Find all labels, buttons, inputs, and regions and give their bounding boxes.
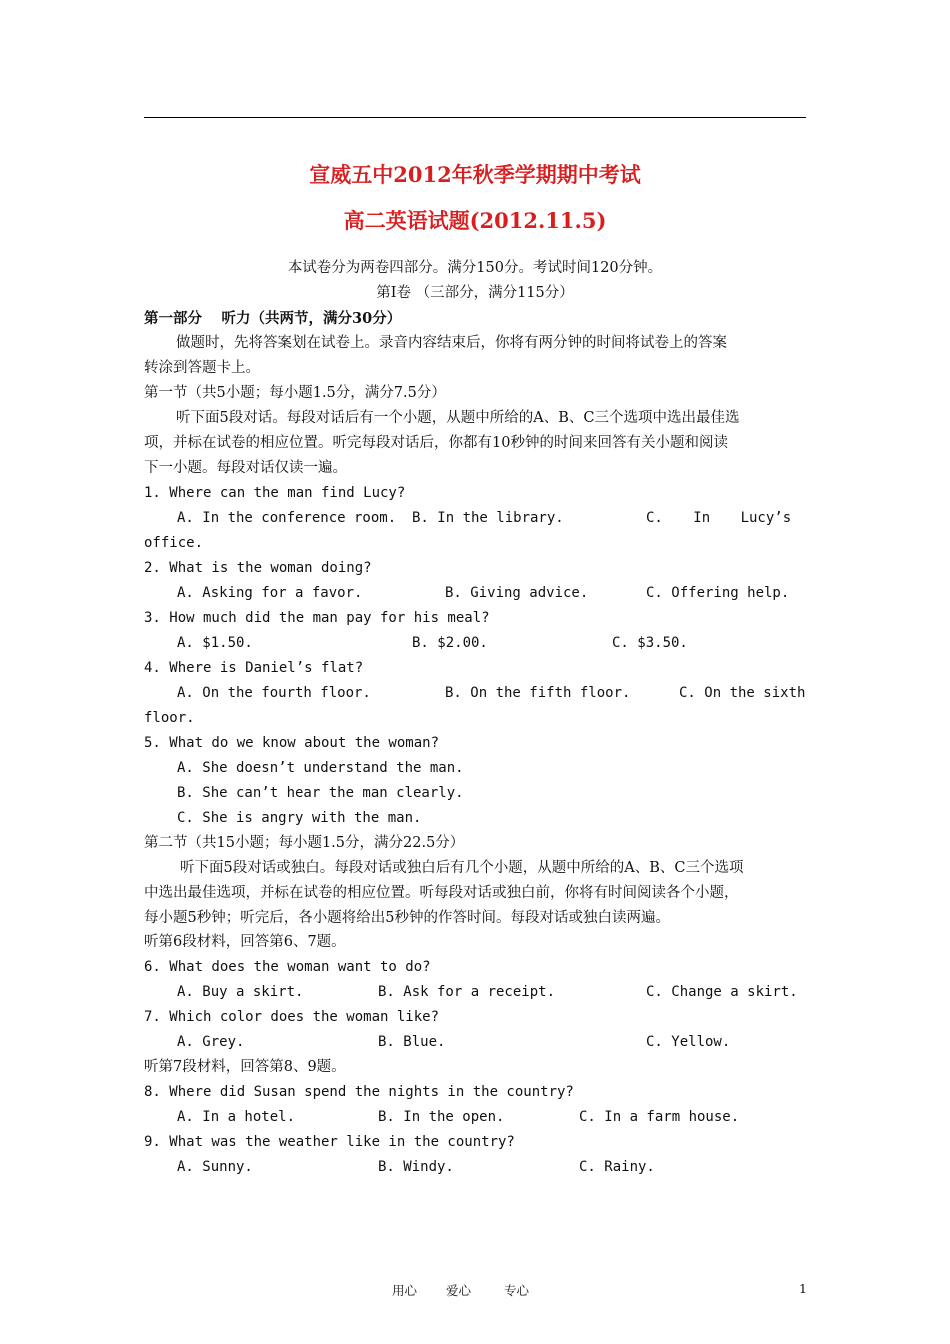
question-9-option-b: B. Windy. — [378, 1159, 454, 1175]
question-8-option-a: A. In a hotel. — [177, 1109, 296, 1125]
question-9-stem: 9. What was the weather like in the country? — [144, 1134, 515, 1150]
question-5-option-b: B. She can’t hear the man clearly. — [177, 785, 464, 801]
footer-word-3: 专心 — [504, 1283, 530, 1298]
section2-desc-3: 每小题5秒钟；听完后，各小题将给出5秒钟的作答时间。每段对话或独白读两遍。 — [144, 910, 670, 926]
question-9-option-c: C. Rainy. — [579, 1159, 655, 1175]
volume-heading: 第Ⅰ卷 （三部分，满分115分） — [376, 285, 574, 301]
question-1-option-b: B. In the library. — [412, 510, 564, 526]
question-5-option-c: C. She is angry with the man. — [177, 810, 422, 826]
question-7-stem: 7. Which color does the woman like? — [144, 1009, 440, 1025]
question-3-option-c: C. $3.50. — [612, 635, 688, 651]
section1-desc-1: 听下面5段对话。每段对话后有一个小题，从题中所给的A、B、C三个选项中选出最佳选 — [176, 410, 740, 426]
instruction-line-2: 转涂到答题卡上。 — [144, 360, 260, 376]
exam-subtitle: 高二英语试题(2012.11.5) — [343, 208, 607, 233]
part1-heading: 第一部分 听力（共两节，满分30分） — [144, 310, 402, 327]
section1-heading: 第一节（共5小题；每小题1.5分，满分7.5分） — [144, 385, 446, 401]
question-3-stem: 3. How much did the man pay for his meal? — [144, 610, 490, 626]
question-8-stem: 8. Where did Susan spend the nights in the country? — [144, 1084, 574, 1100]
question-2-option-c: C. Offering help. — [646, 585, 790, 601]
question-4-option-c-cont: floor. — [144, 710, 195, 726]
section1-desc-3: 下一小题。每段对话仅读一遍。 — [144, 460, 347, 476]
header-rule — [144, 117, 806, 118]
question-9-option-a: A. Sunny. — [177, 1159, 253, 1175]
section1-desc-2: 项，并标在试卷的相应位置。听完每段对话后，你都有10秒钟的时间来回答有关小题和阅读 — [144, 435, 728, 451]
question-7-option-a: A. Grey. — [177, 1034, 245, 1050]
question-2-option-a: A. Asking for a favor. — [177, 585, 363, 601]
exam-title: 宣威五中2012年秋季学期期中考试 — [309, 162, 641, 187]
question-4-option-a: A. On the fourth floor. — [177, 685, 371, 701]
question-3-option-a: A. $1.50. — [177, 635, 253, 651]
question-2-stem: 2. What is the woman doing? — [144, 560, 372, 576]
footer-word-1: 用心 — [392, 1283, 418, 1298]
question-6-option-c: C. Change a skirt. — [646, 984, 798, 1000]
question-8-option-b: B. In the open. — [378, 1109, 505, 1125]
material-6-heading: 听第6段材料，回答第6、7题。 — [144, 934, 346, 950]
question-6-option-a: A. Buy a skirt. — [177, 984, 304, 1000]
question-8-option-c: C. In a farm house. — [579, 1109, 740, 1125]
paper-note: 本试卷分为两卷四部分。满分150分。考试时间120分钟。 — [287, 260, 663, 276]
footer-word-2: 爱心 — [446, 1283, 472, 1298]
section2-heading: 第二节（共15小题；每小题1.5分，满分22.5分） — [144, 835, 465, 851]
question-6-option-b: B. Ask for a receipt. — [378, 984, 556, 1000]
question-4-stem: 4. Where is Daniel’s flat? — [144, 660, 364, 676]
section2-desc-1: 听下面5段对话或独白。每段对话或独白后有几个小题，从题中所给的A、B、C三个选项 — [180, 860, 744, 876]
question-1-option-c: C. In Lucy’s — [646, 510, 792, 526]
question-4-option-c: C. On the sixth — [679, 685, 806, 701]
question-7-option-b: B. Blue. — [378, 1034, 446, 1050]
question-1-stem: 1. Where can the man find Lucy? — [144, 485, 406, 501]
question-6-stem: 6. What does the woman want to do? — [144, 959, 431, 975]
question-2-option-b: B. Giving advice. — [445, 585, 589, 601]
question-3-option-b: B. $2.00. — [412, 635, 488, 651]
section2-desc-2: 中选出最佳选项，并标在试卷的相应位置。听每段对话或独白前，你将有时间阅读各个小题， — [144, 885, 739, 901]
page-number: 1 — [799, 1281, 807, 1296]
question-5-stem: 5. What do we know about the woman? — [144, 735, 440, 751]
material-7-heading: 听第7段材料，回答第8、9题。 — [144, 1059, 346, 1075]
question-5-option-a: A. She doesn’t understand the man. — [177, 760, 464, 776]
question-7-option-c: C. Yellow. — [646, 1034, 731, 1050]
question-1-option-a: A. In the conference room. — [177, 510, 397, 526]
instruction-line-1: 做题时，先将答案划在试卷上。录音内容结束后，你将有两分钟的时间将试卷上的答案 — [176, 335, 727, 351]
question-1-option-c-cont: office. — [144, 535, 204, 551]
question-4-option-b: B. On the fifth floor. — [445, 685, 631, 701]
